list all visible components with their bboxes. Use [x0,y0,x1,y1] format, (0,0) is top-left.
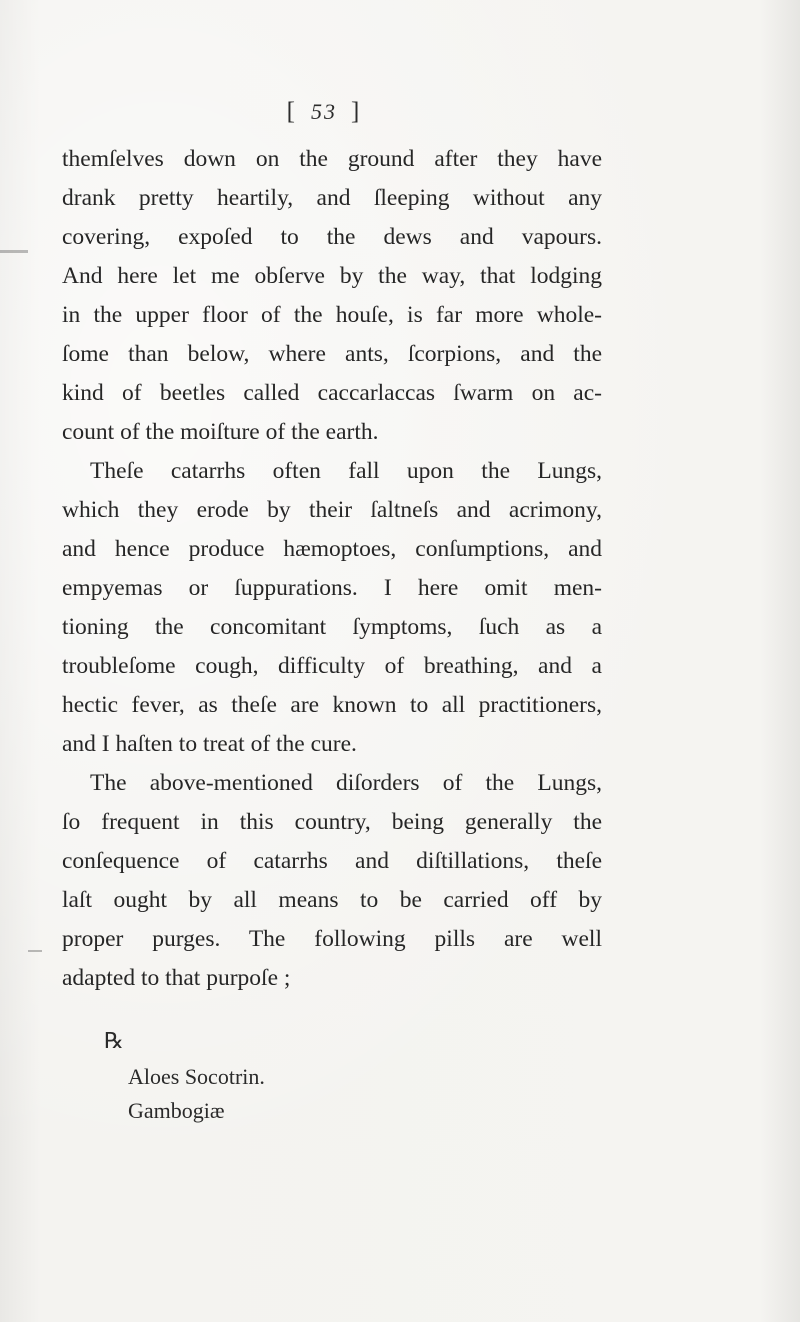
text-line: troubleſome cough, difficulty of breathing, and a [62,653,602,679]
margin-mark [0,250,28,253]
text-line: in the upper floor of the houſe, is far more whole- [62,302,602,328]
recipe-symbol: ℞ [104,1028,124,1053]
text-line: And here let me obſerve by the way, that lodging [62,263,602,289]
text-line: kind of beetles called caccarlaccas ſwarm on ac- [62,380,602,406]
text-line: Theſe catarrhs often fall upon the Lungs, [90,458,602,484]
text-line: and I haſten to treat of the cure. [62,731,357,757]
text-line: themſelves down on the ground after they have [62,146,602,172]
text-line: tioning the concomitant ſymptoms, ſuch as a [62,614,602,640]
text-line: covering, expoſed to the dews and vapours. [62,224,602,250]
text-line: empyemas or ſuppurations. I here omit men- [62,575,602,601]
text-line: hectic fever, as theſe are known to all practitioners, [62,692,602,718]
text-line: drank pretty heartily, and ſleeping without any [62,185,602,211]
text-line: adapted to that purpoſe ; [62,965,291,991]
text-line: laſt ought by all means to be carried off by [62,887,602,913]
ingredient-item: Aloes Socotrin. [128,1064,265,1089]
text-line: proper purges. The following pills are well [62,926,602,952]
prescription [104,1022,265,1128]
text-line: ſome than below, where ants, ſcorpions, and the [62,341,602,367]
text-line: conſequence of catarrhs and diſtillations, theſe [62,848,602,874]
ingredient-item: Gambogiæ [128,1098,225,1123]
body-text [62,140,602,998]
page-number-open-bracket: [ [286,98,297,125]
text-line: ſo frequent in this country, being generally the [62,809,602,835]
text-line: which they erode by their ſaltneſs and acrimony, [62,497,602,523]
text-line: and hence produce hæmoptoes, conſumptions, and [62,536,602,562]
margin-mark [28,950,42,952]
page-number-close-bracket: ] [351,98,362,125]
page-number [0,98,648,126]
page-number-value: 53 [311,99,337,124]
text-line: The above-mentioned diſorders of the Lungs, [90,770,602,796]
text-line: count of the moiſture of the earth. [62,419,379,445]
